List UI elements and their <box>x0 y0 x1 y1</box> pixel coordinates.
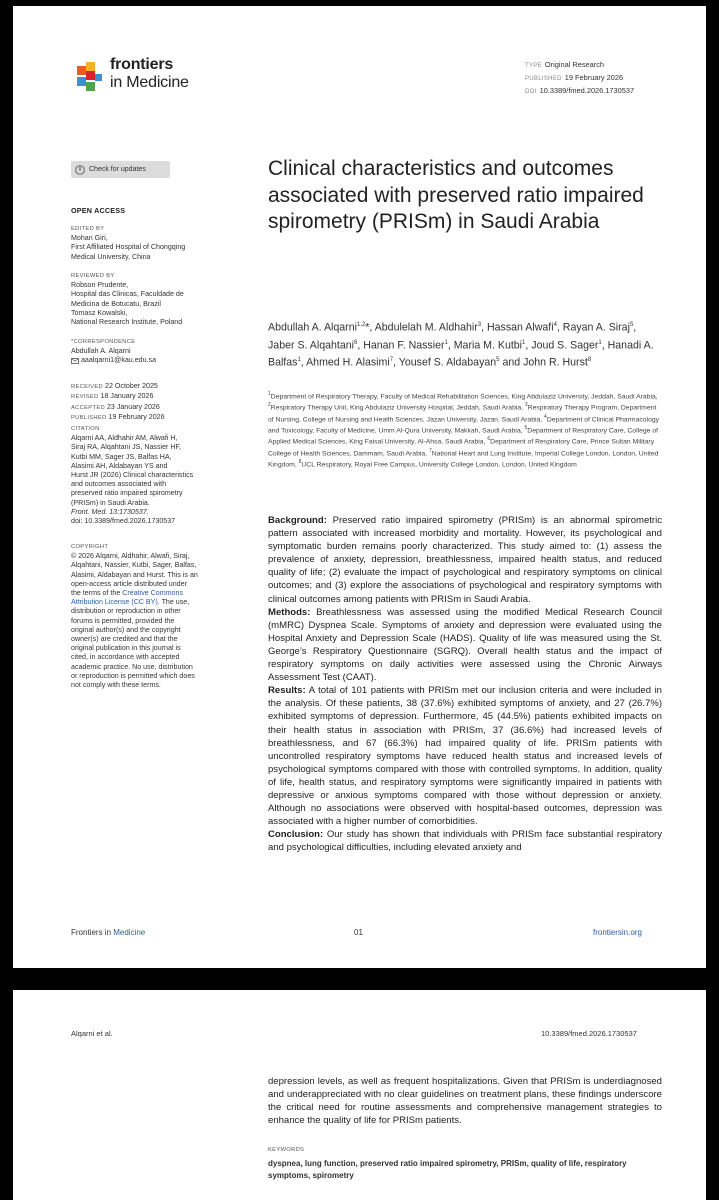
copyright-line: cited, in accordance with accepted <box>71 653 180 662</box>
running-head: Alqarni et al. <box>71 1029 113 1038</box>
abstract-section <box>268 514 662 606</box>
affiliation-number: 7 <box>428 447 432 454</box>
copyright-line: original publication in this journal is <box>71 644 181 653</box>
reviewed-by-block <box>71 272 253 327</box>
citation-block <box>71 425 253 526</box>
affiliations <box>268 390 663 470</box>
accepted-label: ACCEPTED <box>71 404 105 411</box>
abstract-section <box>268 828 662 854</box>
citation-line: Siraj RA, Alqahtani JS, Nassier HF, <box>71 443 181 452</box>
author-separator: , <box>633 321 637 334</box>
published-date-value: 19 February 2026 <box>108 412 165 421</box>
author-name[interactable]: Abdulelah M. Aldhahir <box>374 321 478 334</box>
revised-label: REVISED <box>71 394 99 401</box>
received-label: RECEIVED <box>71 384 104 390</box>
copyright-line: academic practice. No use, distribution <box>71 662 193 671</box>
reviewer-line: Robson Prudente, <box>71 281 129 290</box>
edited-by-label: EDITED BY <box>71 226 105 232</box>
citation-line: Alasimi AH, Aldabayan YS and <box>71 461 168 470</box>
author-name[interactable]: Ahmed H. Alasimi <box>306 356 390 369</box>
type-value: Original Research <box>544 60 605 69</box>
author-separator: , <box>393 356 399 369</box>
author-affiliation-mark: 7 <box>389 357 394 364</box>
affiliation-text: Department of Respiratory Therapy, Faculty of Medical Rehabilitation Sciences, King Abdulaziz University, Jeddah, Saudi Arabia, <box>270 393 658 401</box>
accepted-value: 23 January 2026 <box>106 402 160 411</box>
doi-value[interactable]: 10.3389/fmed.2026.1730537 <box>539 86 635 95</box>
author-name[interactable]: Abdullah A. Alqarni <box>268 321 357 334</box>
article-page-2 <box>13 990 706 1200</box>
cc-license-link[interactable]: Creative Commons <box>122 589 183 598</box>
page-number: 01 <box>354 928 363 937</box>
editor-line: Mohan Giri, <box>71 234 108 243</box>
dates-block <box>71 382 165 423</box>
correspondence-name: Abdullah A. Alqarni <box>71 347 131 356</box>
published-label: PUBLISHED <box>525 76 562 82</box>
author-separator: , <box>447 339 454 352</box>
copyright-line: Attribution License (CC BY). The use, <box>71 598 190 607</box>
author-affiliation-mark: 1 <box>598 339 602 346</box>
reviewer-line: Hospital das Clinicas, Faculdade de <box>71 290 184 299</box>
citation-line: and outcomes associated with <box>71 480 167 489</box>
editor-line: Medical University, China <box>71 252 151 261</box>
keywords: dyspnea, lung function, preserved ratio impaired spirometry, PRISm, quality of life, respiratory symptoms, spirometry <box>268 1159 627 1180</box>
correspondence-email-row <box>71 356 253 365</box>
abstract-section-text: Preserved ratio impaired spirometry (PRISm) is an abnormal spirometric pattern associated with increased morbidity and mortality. However, its psychological and symptomatic burden remains poorly characterized. This study aimed to: (1) assess the prevalence of anxiety, depression, breathlessness, impaired health status, and reduced quality of life; (2) evaluate the impact of psychological and respiratory symptoms on clinical outcomes; and (3) explore the associations of psychological and respiratory symptoms with clinical outcomes among patients with PRISm in Saudi Arabia. <box>268 515 662 605</box>
reviewer-line: Medicina de Botucatu, Brazil <box>71 299 161 308</box>
affiliation-text: National Heart and Lung Institute, Imperial College London, London, United Kingdom, <box>268 450 659 469</box>
reviewer-line: Tomasz Kowalski, <box>71 308 128 317</box>
author-affiliation-mark: 1 <box>297 357 301 364</box>
abstract-section-label: Background: <box>268 515 327 526</box>
edited-by-block <box>71 225 253 262</box>
citation-line: preserved ratio impaired spirometry <box>71 489 183 498</box>
editor-line: First Affiliated Hospital of Chongqing <box>71 243 186 252</box>
published-date-label: PUBLISHED <box>71 414 107 421</box>
author-name[interactable]: Maria M. Kutbi <box>453 339 523 352</box>
affiliation-text: Respiratory Therapy Unit, King Abdulaziz University Hospital, Jeddah, Saudi Arabia, <box>270 404 525 412</box>
author-name[interactable]: John R. Hurst <box>523 356 588 369</box>
affiliation-number: 4 <box>544 413 547 420</box>
correspondence-label: *CORRESPONDENCE <box>71 339 136 345</box>
affiliation-number: 2 <box>268 402 271 409</box>
citation-line: Front. Med. 13:1730537. <box>71 507 149 516</box>
footer-site-link[interactable]: frontiersin.org <box>593 928 642 937</box>
abstract-section-text: Our study has shown that individuals with PRISm face substantial respiratory and psychological difficulties, including elevated anxiety and <box>268 829 662 854</box>
frontiers-logo-icon <box>71 60 111 100</box>
copyright-line: owner(s) are credited and that the <box>71 635 178 644</box>
copyright-line: Alqahtani, Nassier, Kutbi, Sager, Balfas, <box>71 561 197 570</box>
brand-name: frontiers <box>110 56 174 73</box>
abstract-section-label: Methods: <box>268 606 311 618</box>
author-affiliation-mark: 1,2 <box>356 322 366 328</box>
author-affiliation-mark: 3 <box>477 322 482 328</box>
abstract-section-label: Results: <box>268 685 306 697</box>
reviewed-by-label: REVIEWED BY <box>71 273 115 279</box>
keywords-label: KEYWORDS <box>268 1147 305 1153</box>
citation-line: (PRISm) in Saudi Arabia. <box>71 498 150 507</box>
author-separator: , <box>525 339 532 352</box>
author-separator: , <box>369 321 375 334</box>
author-affiliation-mark: 4 <box>553 322 557 328</box>
affiliation-text: Department of Respiratory Care, College of Applied Medical Sciences, King Faisal University, Al-Ahsa, Saudi Arabia, <box>268 427 658 446</box>
article-title: Clinical characteristics and outcomes associated with preserved ratio impaired spirometry (PRISm) in Saudi Arabia <box>268 157 644 233</box>
published-value: 19 February 2026 <box>564 73 624 82</box>
abstract-section-text: Breathlessness was assessed using the modified Medical Research Council (mMRC) Dyspnea Scale. Symptoms of anxiety and depression were evaluated using the Hospital Anxiety and Depression Scale (HADS). Quality of life was measured using the St. George’s Respiratory Questionnaire (SGRQ). Overall health status and the impact of respiratory symptoms on daily activities were assessed using the Chronic Airways Assessment Test (CAAT). <box>268 606 662 684</box>
abstract-section-label: Conclusion: <box>268 829 324 841</box>
author-separator: and <box>499 356 524 369</box>
footer-journal: Frontiers in Medicine <box>71 928 146 937</box>
open-access-label: OPEN ACCESS <box>71 206 126 215</box>
copyright-label: COPYRIGHT <box>71 544 109 550</box>
revised-value: 18 January 2026 <box>100 392 154 401</box>
copyright-line: open-access article distributed under <box>71 579 187 588</box>
author-affiliation-mark: 8 <box>587 357 592 364</box>
check-updates-label: Check for updates <box>89 166 146 173</box>
author-separator: , <box>357 339 364 352</box>
corresponding-mark: * <box>365 321 370 334</box>
author-name[interactable]: Jaber S. Alqahtani <box>268 339 354 352</box>
copyright-line: © 2026 Alqarni, Aldhahir, Alwafi, Siraj, <box>71 552 190 561</box>
author-separator: , <box>556 321 563 334</box>
email-icon <box>71 358 79 364</box>
running-doi: 10.3389/fmed.2026.1730537 <box>541 1029 637 1038</box>
citation-line: doi: 10.3389/fmed.2026.1730537 <box>71 517 176 526</box>
affiliation-text: UCL Respiratory, Royal Free Campus, University College London, London, United Kingdom <box>301 461 577 469</box>
author-separator: , <box>300 356 307 369</box>
author-name[interactable]: Hassan Alwafi <box>487 321 554 334</box>
type-label: TYPE <box>525 63 542 69</box>
abstract-section-text: A total of 101 patients with PRISm met our inclusion criteria and were included in the analysis. Of these patients, 38 (37.6%) exhibited symptoms of anxiety, and 27 (26.7%) exhibited symptoms of depression. Furthermore, 45 (44.5%) patients exhibited impacts on their health status in association with PRISm, 37 (36.6%) had increased levels of breathlessness, and 67 (66.3%) had impaired quality of life. PRISm patients with uncontrolled respiratory symptoms have reduced health status and increased levels of psychological symptoms compared with those with controlled symptoms. In addition, quality of life, health status, and respiratory symptoms were significantly impaired in patients with depressive or anxious symptoms compared with those without depression or anxiety. Although no associations were observed with hospital-based outcomes, depression was associated with a higher number of comorbidities. <box>268 685 662 828</box>
footer-journal-name: Medicine <box>113 928 146 937</box>
copyright-line: Alasimi, Aldabayan and Hurst. This is an <box>71 570 198 579</box>
article-meta <box>525 59 634 98</box>
author-name[interactable]: Hanan F. Nassier <box>363 339 445 352</box>
citation-line: Alqarni AA, Aldhahir AM, Alwafi H, <box>71 434 178 443</box>
author-affiliation-mark: 6 <box>354 339 358 346</box>
check-updates-icon <box>75 165 85 175</box>
author-name[interactable]: Yousef S. Aldabayan <box>398 356 497 369</box>
author-name[interactable]: Hanadi A. Balfas <box>268 339 654 369</box>
article-page-1 <box>13 6 706 968</box>
author-list <box>268 318 663 371</box>
affiliation-number: 5 <box>524 425 528 432</box>
affiliation-number: 8 <box>298 459 302 466</box>
copyright-line: not comply with these terms. <box>71 681 161 690</box>
copyright-line: original author(s) and the copyright <box>71 625 181 634</box>
correspondence-block <box>71 338 253 366</box>
abstract <box>268 514 662 854</box>
affiliation-text: Department of Respiratory Care, Prince Sultan Military College of Health Sciences, Dammam, Saudi Arabia, <box>268 438 655 458</box>
author-name[interactable]: Joud S. Sager <box>531 339 599 352</box>
author-affiliation-mark: 5 <box>629 322 634 328</box>
author-separator: , <box>481 321 488 334</box>
copyright-line: distribution or reproduction in other <box>71 607 181 616</box>
copyright-line: or reproduction is permitted which does <box>71 671 195 680</box>
correspondence-email[interactable]: aaalqarni1@kau.edu.sa <box>80 356 157 365</box>
abstract-section <box>268 606 662 685</box>
cc-license-link-2[interactable]: Attribution License (CC BY) <box>71 598 158 607</box>
received-value: 22 October 2025 <box>105 382 158 390</box>
author-separator: , <box>601 339 608 352</box>
author-affiliation-mark: 1 <box>522 339 526 346</box>
affiliation-number: 6 <box>487 436 491 443</box>
citation-line: Hurst JR (2026) Clinical characteristics <box>71 471 194 480</box>
author-affiliation-mark: 5 <box>496 357 500 364</box>
affiliation-text: Respiratory Therapy Program, Department of Nursing, College of Nursing and Health Sciences, Jazan University, Jazan, Saudi Arabia, <box>268 404 657 423</box>
copyright-line: forums is permitted, provided the <box>71 616 175 625</box>
doi-label: DOI <box>525 89 537 95</box>
copyright-line: the terms of the Creative Commons <box>71 589 183 598</box>
reviewer-line: National Research Institute, Poland <box>71 318 183 327</box>
check-for-updates-button[interactable] <box>71 161 170 178</box>
author-affiliation-mark: 1 <box>444 339 448 346</box>
affiliation-text: Department of Clinical Pharmacology and Toxicology, Faculty of Medicine, Umm Al-Qura University, Makkah, Saudi Arabia, <box>268 415 660 435</box>
brand-journal: in Medicine <box>110 74 189 91</box>
copyright-block <box>71 543 253 690</box>
author-name[interactable]: Rayan A. Siraj <box>562 321 630 334</box>
affiliation-number: 3 <box>524 402 528 409</box>
affiliation-number: 1 <box>268 391 271 397</box>
citation-label: CITATION <box>71 426 100 432</box>
abstract-continued: depression levels, as well as frequent hospitalizations. Given that PRISm is underdiagnosed and underappreciated with no clear guidelines on treatment plans, these findings underscore the critical need for routine assessments and comprehensive management strategies to enhance the quality of life for PRISm patients. <box>268 1076 662 1127</box>
abstract-section <box>268 684 662 828</box>
citation-line: Kutbi MM, Sager JS, Balfas HA, <box>71 452 172 461</box>
